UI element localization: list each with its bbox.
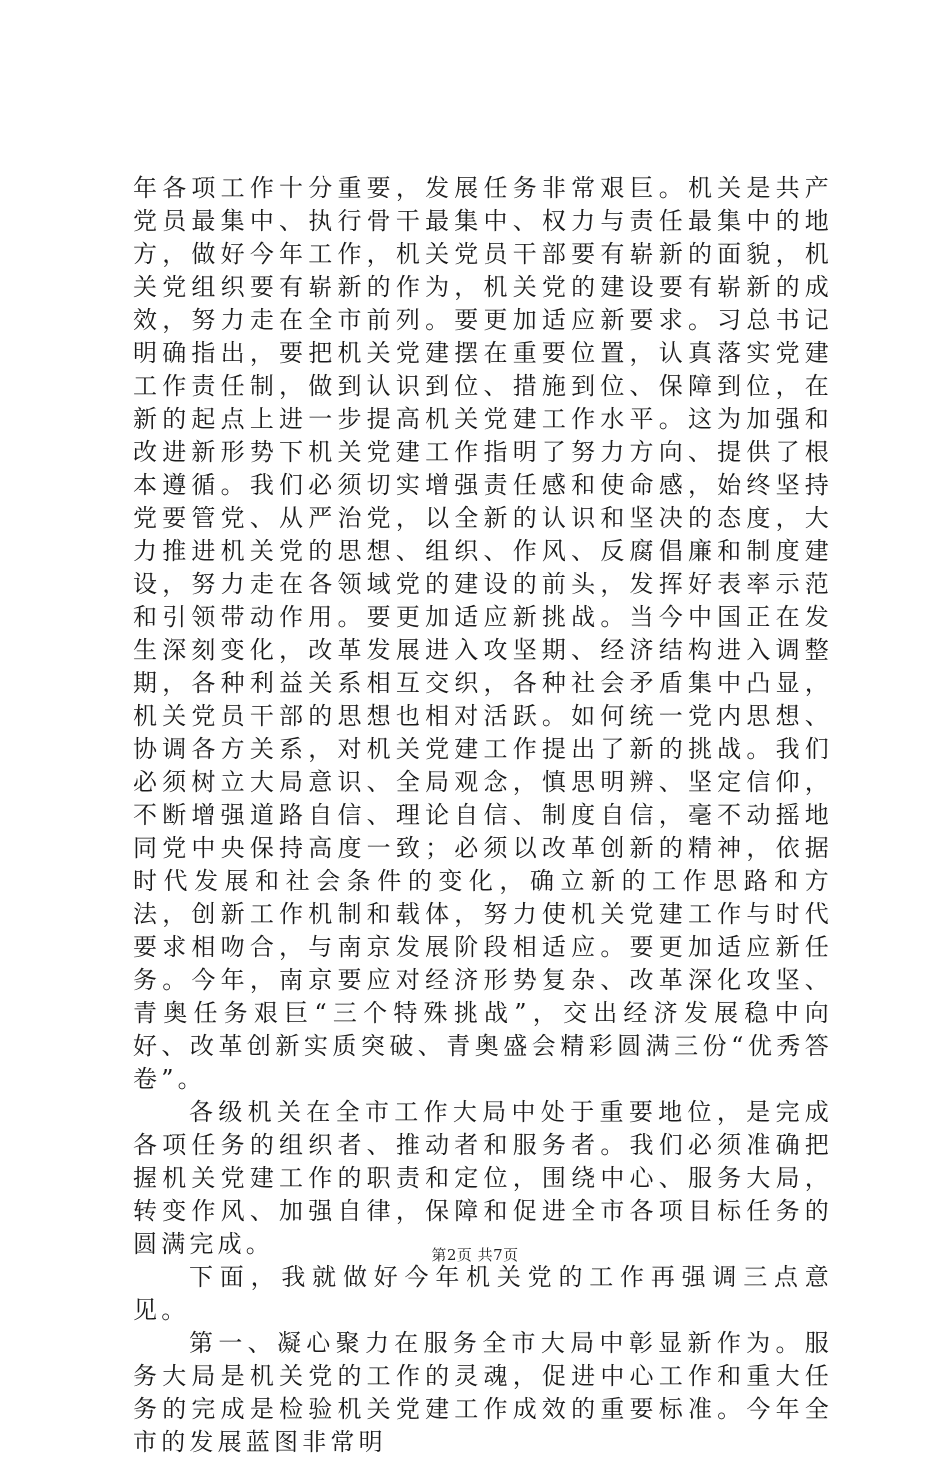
- body-paragraph-4: 第一、凝心聚力在服务全市大局中彰显新作为。服务大局是机关党的工作的灵魂，促进中心工作和重大任务的完成是检验机关党建工作成效的重要标准。今年全市的发展蓝图非常明: [133, 1329, 833, 1456]
- body-paragraph-1: 年各项工作十分重要，发展任务非常艰巨。机关是共产党员最集中、执行骨干最集中、权力与责任最集中的地方，做好今年工作，机关党员干部要有崭新的面貌，机关党组织要有崭新的作为，机关党的建设要有崭新的成效，努力走在全市前列。要更加适应新要求。习总书记明确指出，要把机关党建摆在重要位置，认真落实党建工作责任制，做到认识到位、措施到位、保障到位，在新的起点上进一步提高机关党建工作水平。这为加强和改进新形势下机关党建工作指明了努力方向、提供了根本遵循。我们必须切实增强责任感和使命感，始终坚持党要管党、从严治党，以全新的认识和坚决的态度，大力推进机关党的思想、组织、作风、反腐倡廉和制度建设，努力走在各领域党的建设的前头，发挥好表率示范和引领带动作用。要更加适应新挑战。当今中国正在发生深刻变化，改革发展进入攻坚期、经济结构进入调整期，各种利益关系相互交织，各种社会矛盾集中凸显，机关党员干部的思想也相对活跃。如何统一党内思想、协调各方关系，对机关党建工作提出了新的挑战。我们必须树立大局意识、全局观念，慎思明辨、坚定信仰，不断增强道路自信、理论自信、制度自信，毫不动摇地同党中央保持高度一致；必须以改革创新的精神，依据时代发展和社会条件的变化，确立新的工作思路和方法，创新工作机制和载体，努力使机关党建工作与时代要求相吻合，与南京发展阶段相适应。要更加适应新任务。今年，南京要应对经济形势复杂、改革深化攻坚、青奥任务艰巨“三个特殊挑战”，交出经济发展稳中向好、改革创新实质突破、青奥盛会精彩圆满三份“优秀答卷”。: [133, 174, 833, 1093]
- page-footer: [0, 1244, 950, 1265]
- body-paragraph-2: 各级机关在全市工作大局中处于重要地位，是完成各项任务的组织者、推动者和服务者。我们必须准确把握机关党建工作的职责和定位，围绕中心、服务大局，转变作风、加强自律，保障和促进全市各项目标任务的圆满完成。: [133, 1098, 833, 1258]
- body-paragraph-3: 下面，我就做好今年机关党的工作再强调三点意见。: [133, 1263, 833, 1324]
- document-body: [133, 172, 833, 1459]
- page-number-label: 第2页 共7页: [431, 1246, 519, 1264]
